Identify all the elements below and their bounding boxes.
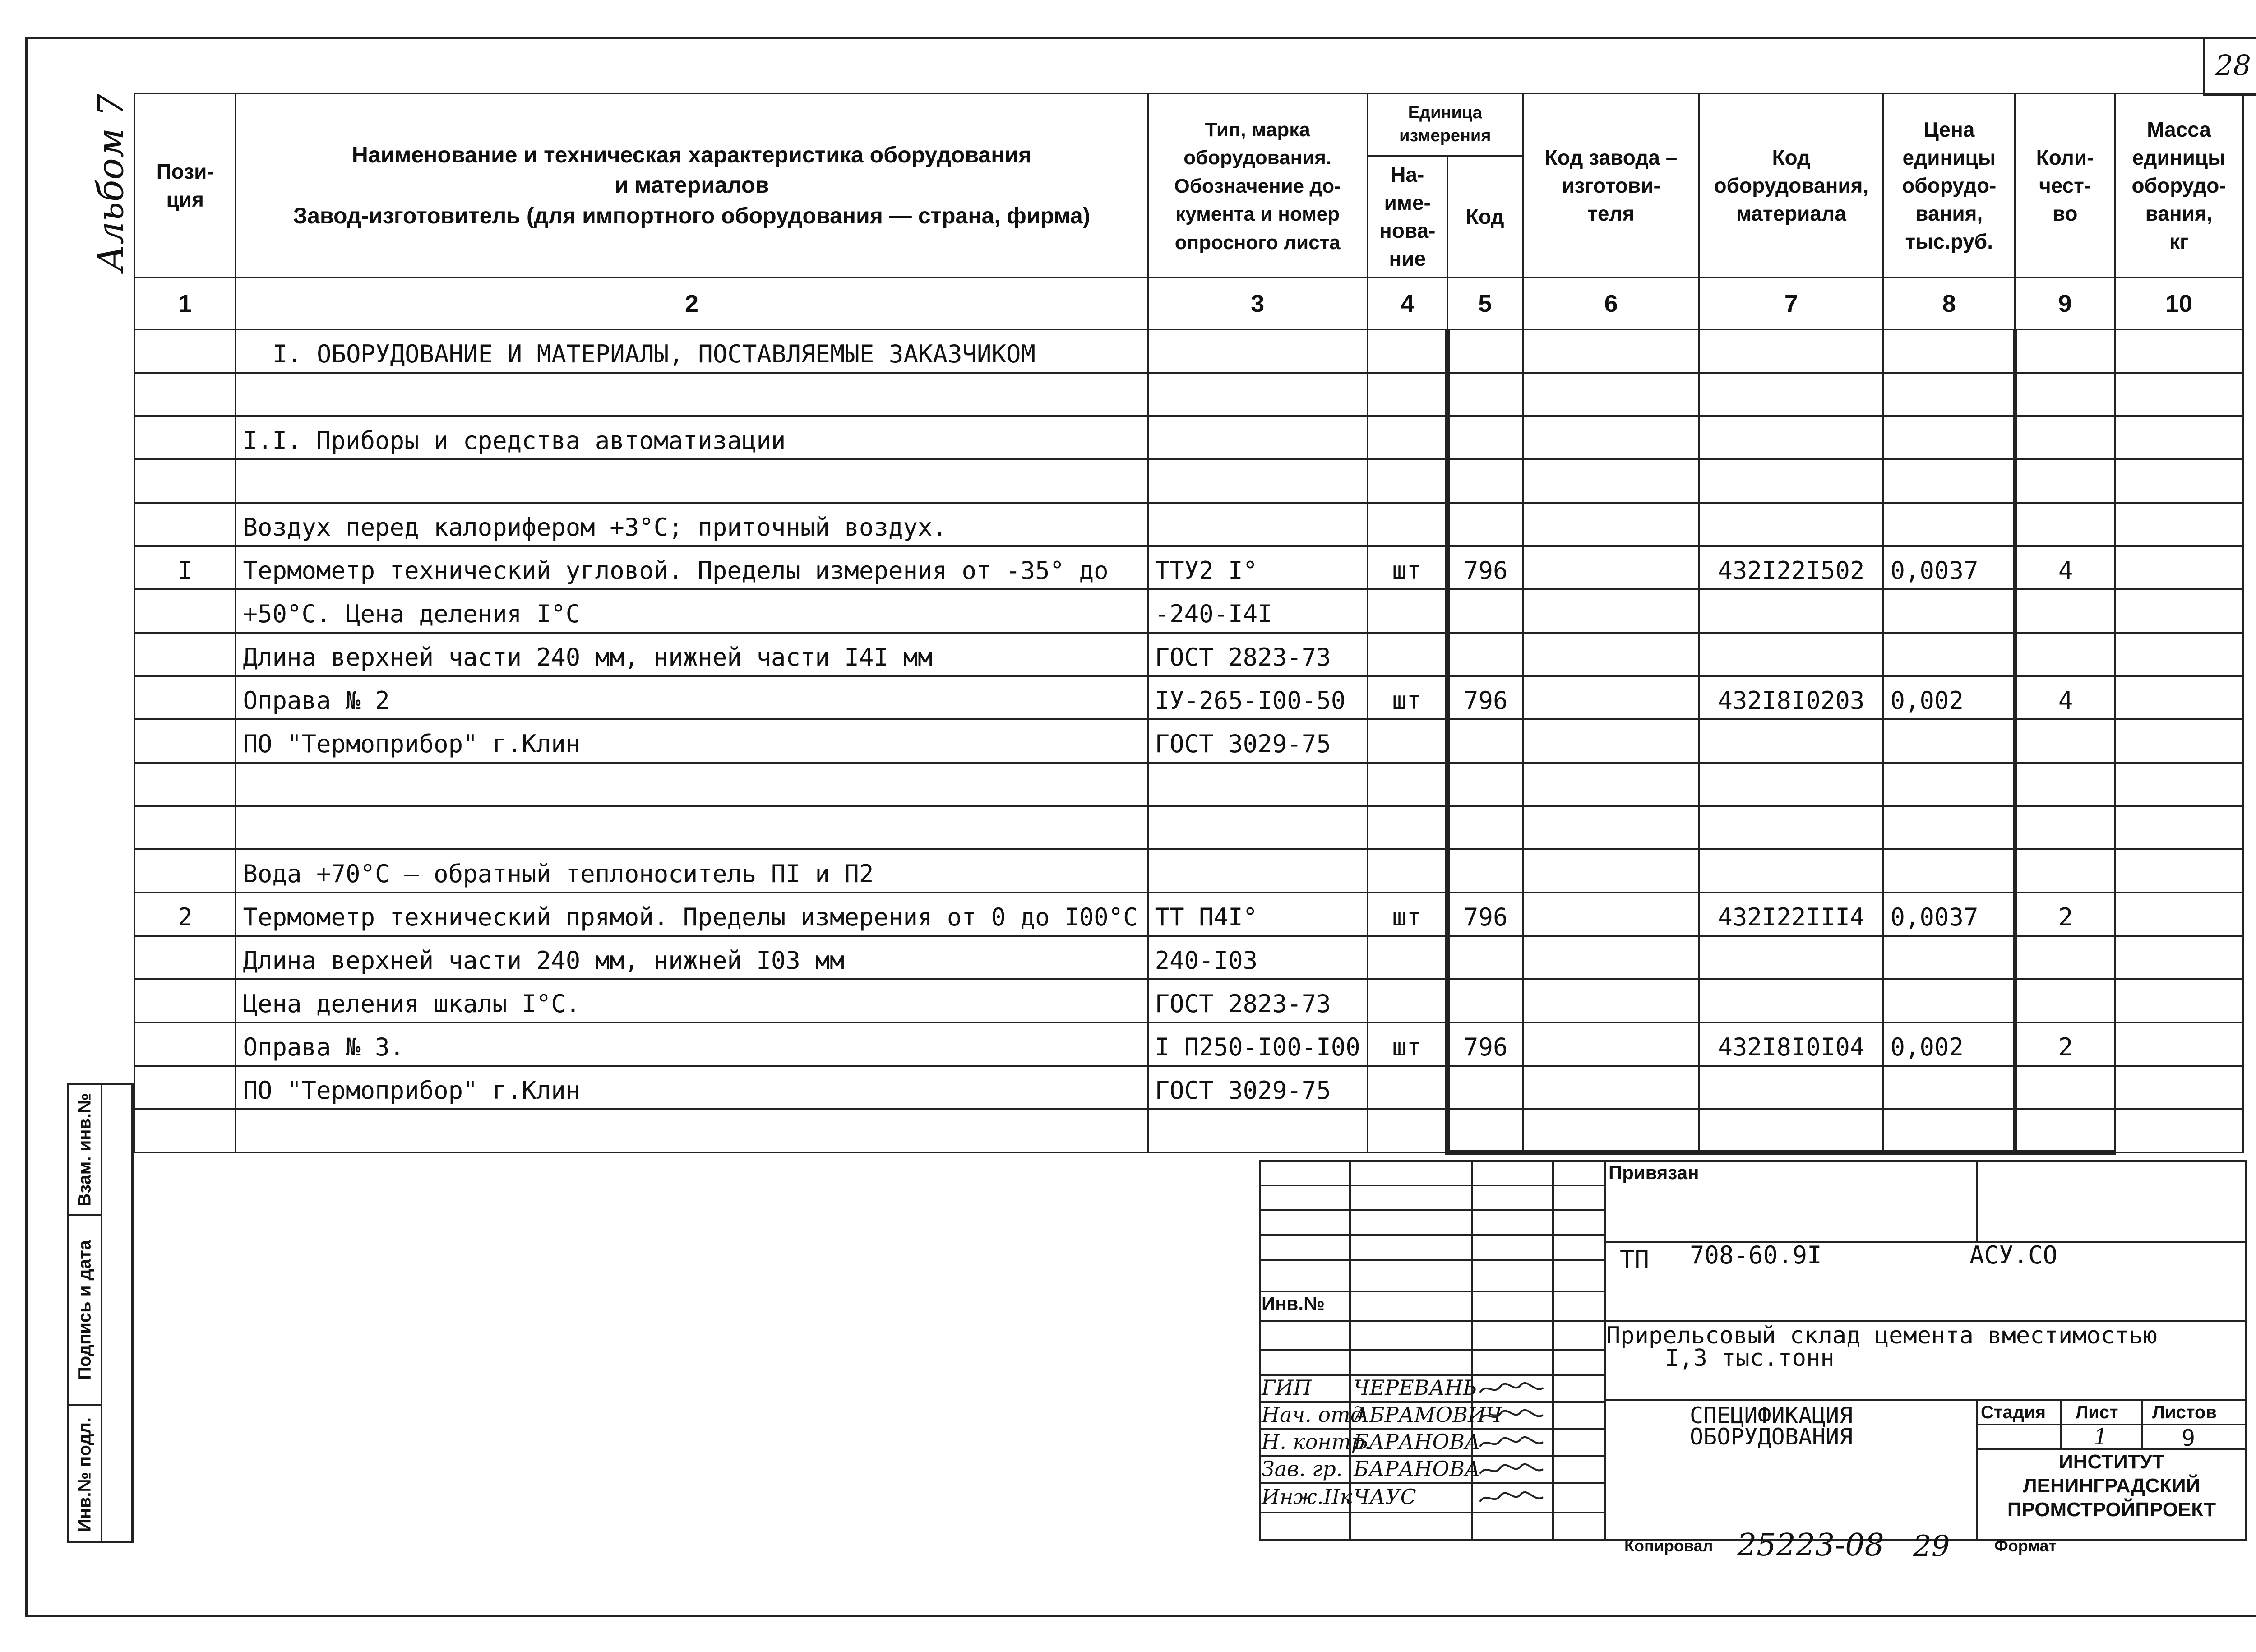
- signer-role: Нач. отд: [1262, 1402, 1364, 1427]
- tb-line: [1259, 1512, 1606, 1513]
- cell-name: Длина верхней части 240 мм, нижней части I4I мм: [236, 633, 1147, 676]
- cell-equip: [1699, 763, 1883, 806]
- cell-price: [1883, 719, 2016, 763]
- cell-price: [1883, 849, 2016, 893]
- table-row: [134, 503, 2243, 546]
- signer-name: АБРАМОВИЧ: [1354, 1402, 1502, 1427]
- cell-unit: [1368, 633, 1447, 676]
- cell-pos: [134, 633, 236, 676]
- cell-qty: [2015, 329, 2115, 373]
- signature-image: [1478, 1380, 1545, 1397]
- signer-name: БАРАНОВА: [1354, 1457, 1480, 1481]
- cell-mass: [2115, 893, 2243, 936]
- cell-type: 240-I03: [1148, 936, 1368, 979]
- cell-type: [1148, 849, 1368, 893]
- stamp-vzam: Взам. инв.№: [69, 1085, 101, 1216]
- cell-pos: [134, 806, 236, 849]
- cell-name: Оправа № 3.: [236, 1023, 1147, 1066]
- cell-type: [1148, 1109, 1368, 1152]
- stage-label: Стадия: [1981, 1402, 2046, 1422]
- format-label: Формат: [1994, 1536, 2057, 1555]
- cell-type: I П250-I00-I00: [1148, 1023, 1368, 1066]
- table-row: [134, 416, 2243, 459]
- cell-code: [1447, 849, 1523, 893]
- col-number: 7: [1699, 278, 1883, 329]
- col-number: 9: [2015, 278, 2115, 329]
- cell-code: [1447, 1109, 1523, 1152]
- cell-type: [1148, 459, 1368, 503]
- header-unit-code: Код: [1447, 156, 1523, 278]
- signature-image: [1478, 1489, 1545, 1506]
- cell-price: [1883, 329, 2016, 373]
- cell-type: ГОСТ 3029-75: [1148, 719, 1368, 763]
- cell-type: [1148, 503, 1368, 546]
- tb-line: [2141, 1399, 2143, 1448]
- cell-unit: [1368, 763, 1447, 806]
- cell-mass: [2115, 936, 2243, 979]
- cell-price: [1883, 1066, 2016, 1109]
- cell-type: [1148, 416, 1368, 459]
- cell-pos: [134, 1023, 236, 1066]
- cell-plant: [1523, 329, 1700, 373]
- cell-equip: [1699, 979, 1883, 1023]
- cell-equip: [1699, 459, 1883, 503]
- cell-pos: [134, 763, 236, 806]
- cell-type: ТТУ2 I°: [1148, 546, 1368, 589]
- cell-name: Воздух перед калорифером +3°C; приточный воздух.: [236, 503, 1147, 546]
- cell-mass: [2115, 416, 2243, 459]
- cell-name: [236, 763, 1147, 806]
- cell-price: 0,002: [1883, 1023, 2016, 1066]
- cell-plant: [1523, 806, 1700, 849]
- col-number: 10: [2115, 278, 2243, 329]
- cell-equip: [1699, 1066, 1883, 1109]
- cell-name: [236, 373, 1147, 416]
- cell-unit: [1368, 459, 1447, 503]
- col-number: 8: [1883, 278, 2016, 329]
- signer-role: Н. контр.: [1262, 1430, 1371, 1454]
- cell-code: [1447, 329, 1523, 373]
- cell-name: I. ОБОРУДОВАНИЕ И МАТЕРИАЛЫ, ПОСТАВЛЯЕМЫЕ ЗАКАЗЧИКОМ: [236, 329, 1147, 373]
- cell-mass: [2115, 329, 2243, 373]
- signer-name: ЧАУС: [1354, 1485, 1416, 1509]
- cell-plant: [1523, 1109, 1700, 1152]
- cell-qty: 4: [2015, 546, 2115, 589]
- table-row: [134, 373, 2243, 416]
- signer-role: Зав. гр.: [1262, 1457, 1343, 1481]
- cell-pos: [134, 329, 236, 373]
- signer-name: БАРАНОВА: [1354, 1430, 1480, 1454]
- cell-type: -240-I4I: [1148, 589, 1368, 633]
- copy-number: 25223-08: [1737, 1527, 1884, 1563]
- cell-plant: [1523, 849, 1700, 893]
- cell-mass: [2115, 849, 2243, 893]
- cell-mass: [2115, 546, 2243, 589]
- signer-name: ЧЕРЕВАНЬ: [1354, 1375, 1477, 1400]
- stamp-inv: Инв.№ подл.: [74, 1417, 95, 1532]
- cell-plant: [1523, 1066, 1700, 1109]
- cell-code: 796: [1447, 893, 1523, 936]
- cell-unit: [1368, 1066, 1447, 1109]
- cell-qty: 2: [2015, 1023, 2115, 1066]
- cell-name: Оправа № 2: [236, 676, 1147, 719]
- cell-pos: [134, 849, 236, 893]
- cell-qty: [2015, 936, 2115, 979]
- cell-price: [1883, 416, 2016, 459]
- cell-qty: [2015, 633, 2115, 676]
- project-code: 708-60.9I: [1690, 1241, 1822, 1269]
- cell-equip: [1699, 589, 1883, 633]
- page-number: 28: [2203, 37, 2256, 96]
- cell-mass: [2115, 589, 2243, 633]
- header-equip-code: Код оборудования, материала: [1699, 93, 1883, 278]
- cell-pos: [134, 676, 236, 719]
- signer-role: ГИП: [1262, 1375, 1312, 1400]
- cell-unit: [1368, 589, 1447, 633]
- cell-unit: шт: [1368, 1023, 1447, 1066]
- cell-code: 796: [1447, 1023, 1523, 1066]
- cell-plant: [1523, 936, 1700, 979]
- cell-price: [1883, 979, 2016, 1023]
- cell-pos: [134, 1066, 236, 1109]
- tb-line: [2060, 1399, 2062, 1448]
- cell-code: 796: [1447, 676, 1523, 719]
- cell-code: [1447, 503, 1523, 546]
- cell-plant: [1523, 546, 1700, 589]
- col-number: 4: [1368, 278, 1447, 329]
- header-qty: Коли- чест- во: [2015, 93, 2115, 278]
- col-number: 3: [1148, 278, 1368, 329]
- table-row: [134, 1023, 2243, 1066]
- cell-price: 0,0037: [1883, 893, 2016, 936]
- institute-1: ИНСТИТУТ: [2059, 1451, 2164, 1473]
- cell-pos: [134, 719, 236, 763]
- cell-unit: [1368, 719, 1447, 763]
- cell-price: 0,002: [1883, 676, 2016, 719]
- tb-line: [1259, 1320, 1606, 1322]
- cell-unit: [1368, 849, 1447, 893]
- cell-equip: [1699, 849, 1883, 893]
- specification-table: [134, 93, 2244, 1155]
- tb-line: [1259, 1209, 1606, 1211]
- cell-qty: [2015, 373, 2115, 416]
- cell-unit: [1368, 1109, 1447, 1152]
- cell-equip: [1699, 329, 1883, 373]
- cell-price: [1883, 1109, 2016, 1152]
- cell-code: [1447, 589, 1523, 633]
- cell-equip: [1699, 719, 1883, 763]
- copy-page: 29: [1913, 1530, 1950, 1563]
- cell-equip: [1699, 1109, 1883, 1152]
- cell-qty: 4: [2015, 676, 2115, 719]
- cell-type: ТТ П4I°: [1148, 893, 1368, 936]
- doc-title-1: СПЕЦИФИКАЦИЯ: [1690, 1402, 1853, 1429]
- table-row: [134, 1066, 2243, 1109]
- cell-name: Термометр технический прямой. Пределы измерения от 0 до I00°C: [236, 893, 1147, 936]
- cell-qty: [2015, 416, 2115, 459]
- cell-mass: [2115, 1066, 2243, 1109]
- cell-plant: [1523, 589, 1700, 633]
- table-row: [134, 806, 2243, 849]
- cell-price: [1883, 459, 2016, 503]
- cell-code: [1447, 1066, 1523, 1109]
- table-row: [134, 763, 2243, 806]
- cell-code: [1447, 416, 1523, 459]
- cell-unit: шт: [1368, 893, 1447, 936]
- project-suffix: АСУ.СО: [1969, 1241, 2058, 1269]
- cell-plant: [1523, 416, 1700, 459]
- cell-qty: 2: [2015, 893, 2115, 936]
- tb-line: [1976, 1160, 1978, 1243]
- cell-pos: 2: [134, 893, 236, 936]
- cell-price: [1883, 373, 2016, 416]
- cell-code: [1447, 633, 1523, 676]
- cell-plant: [1523, 373, 1700, 416]
- tb-line: [1259, 1185, 1606, 1186]
- cell-pos: [134, 416, 236, 459]
- table-row: [134, 849, 2243, 893]
- col-number: 2: [236, 278, 1147, 329]
- copied-label: Копировал: [1624, 1536, 1713, 1555]
- cell-code: [1447, 719, 1523, 763]
- cell-qty: [2015, 1109, 2115, 1152]
- tb-line: [1259, 1259, 1606, 1261]
- left-margin-stamp: [67, 1083, 134, 1543]
- cell-mass: [2115, 676, 2243, 719]
- cell-price: [1883, 633, 2016, 676]
- cell-qty: [2015, 503, 2115, 546]
- header-price: Цена единицы оборудо- вания, тыс.руб.: [1883, 93, 2016, 278]
- cell-equip: [1699, 416, 1883, 459]
- table-row: [134, 676, 2243, 719]
- album-label: Альбом 7: [89, 93, 132, 272]
- header-name: Наименование и техническая характеристика оборудования и материалов Завод-изготовитель (для импортного оборудования — страна, фирма): [236, 93, 1147, 278]
- cell-type: [1148, 806, 1368, 849]
- header-unit-name: На- име- нова- ние: [1368, 156, 1447, 278]
- inv-label: Инв.№: [1262, 1293, 1325, 1314]
- cell-unit: шт: [1368, 676, 1447, 719]
- cell-unit: [1368, 936, 1447, 979]
- cell-plant: [1523, 459, 1700, 503]
- tp-label: ТП: [1620, 1245, 1650, 1274]
- cell-mass: [2115, 503, 2243, 546]
- table-row: [134, 719, 2243, 763]
- header-pos: Пози- ция: [134, 93, 236, 278]
- cell-code: [1447, 979, 1523, 1023]
- cell-name: [236, 806, 1147, 849]
- sheet-label: Лист: [2076, 1402, 2118, 1422]
- cell-unit: [1368, 503, 1447, 546]
- sheets-label: Листов: [2152, 1402, 2217, 1422]
- cell-price: [1883, 589, 2016, 633]
- cell-mass: [2115, 373, 2243, 416]
- signer-role: Инж.IIк: [1262, 1485, 1353, 1509]
- cell-name: [236, 459, 1147, 503]
- cell-mass: [2115, 459, 2243, 503]
- cell-type: ГОСТ 2823-73: [1148, 979, 1368, 1023]
- table-row: [134, 589, 2243, 633]
- cell-price: [1883, 806, 2016, 849]
- tb-line: [1259, 1482, 1606, 1484]
- cell-plant: [1523, 893, 1700, 936]
- cell-price: [1883, 763, 2016, 806]
- cell-pos: [134, 459, 236, 503]
- cell-code: 796: [1447, 546, 1523, 589]
- cell-pos: [134, 979, 236, 1023]
- cell-plant: [1523, 633, 1700, 676]
- cell-equip: 432I8I0I04: [1699, 1023, 1883, 1066]
- cell-unit: [1368, 329, 1447, 373]
- cell-type: IУ-265-I00-50: [1148, 676, 1368, 719]
- cell-name: Длина верхней части 240 мм, нижней I03 мм: [236, 936, 1147, 979]
- cell-qty: [2015, 806, 2115, 849]
- cell-mass: [2115, 763, 2243, 806]
- stamp-divider: [101, 1085, 102, 1541]
- tb-line: [1259, 1349, 1606, 1351]
- cell-type: [1148, 329, 1368, 373]
- signature-image: [1478, 1434, 1545, 1451]
- cell-qty: [2015, 849, 2115, 893]
- table-row: [134, 1109, 2243, 1152]
- cell-type: [1148, 763, 1368, 806]
- cell-name: [236, 1109, 1147, 1152]
- cell-qty: [2015, 719, 2115, 763]
- sheets-count: 9: [2182, 1425, 2196, 1451]
- institute-2: ЛЕНИНГРАДСКИЙ: [2023, 1475, 2201, 1497]
- table-row: [134, 633, 2243, 676]
- cell-price: [1883, 503, 2016, 546]
- cell-equip: [1699, 936, 1883, 979]
- sheet-number: 1: [2094, 1424, 2108, 1450]
- cell-name: +50°C. Цена деления I°C: [236, 589, 1147, 633]
- cell-equip: [1699, 373, 1883, 416]
- cell-pos: [134, 936, 236, 979]
- cell-pos: [134, 1109, 236, 1152]
- header-plant-code: Код завода – изготови- теля: [1523, 93, 1700, 278]
- cell-equip: 432I8I0203: [1699, 676, 1883, 719]
- col-number: 6: [1523, 278, 1700, 329]
- doc-title-2: ОБОРУДОВАНИЯ: [1690, 1424, 1853, 1450]
- table-row: [134, 936, 2243, 979]
- cell-equip: [1699, 503, 1883, 546]
- cell-qty: [2015, 979, 2115, 1023]
- cell-mass: [2115, 633, 2243, 676]
- table-row: [134, 329, 2243, 373]
- cell-type: ГОСТ 2823-73: [1148, 633, 1368, 676]
- cell-code: [1447, 373, 1523, 416]
- cell-mass: [2115, 979, 2243, 1023]
- cell-plant: [1523, 676, 1700, 719]
- cell-pos: [134, 503, 236, 546]
- cell-qty: [2015, 1066, 2115, 1109]
- cell-qty: [2015, 459, 2115, 503]
- table-row: [134, 546, 2243, 589]
- cell-plant: [1523, 719, 1700, 763]
- cell-mass: [2115, 806, 2243, 849]
- cell-name: ПО "Термоприбор" г.Клин: [236, 1066, 1147, 1109]
- cell-qty: [2015, 589, 2115, 633]
- cell-mass: [2115, 1109, 2243, 1152]
- stamp-podpis: Подпись и дата: [69, 1216, 101, 1406]
- tb-line: [1976, 1424, 2247, 1425]
- cell-qty: [2015, 763, 2115, 806]
- signature-image: [1478, 1461, 1545, 1478]
- cell-name: I.I. Приборы и средства автоматизации: [236, 416, 1147, 459]
- cell-unit: [1368, 979, 1447, 1023]
- institute-3: ПРОМСТРОЙПРОЕКТ: [2007, 1499, 2216, 1521]
- cell-unit: [1368, 806, 1447, 849]
- cell-type: ГОСТ 3029-75: [1148, 1066, 1368, 1109]
- cell-price: [1883, 936, 2016, 979]
- tb-line: [1604, 1399, 2247, 1401]
- cell-mass: [2115, 719, 2243, 763]
- cell-equip: 432I22I502: [1699, 546, 1883, 589]
- tb-line: [1259, 1291, 1606, 1292]
- cell-plant: [1523, 763, 1700, 806]
- cell-equip: [1699, 633, 1883, 676]
- table-row: [134, 893, 2243, 936]
- object-name-1: Прирельсовый склад цемента вместимостью: [1606, 1322, 2157, 1349]
- cell-unit: [1368, 416, 1447, 459]
- cell-equip: 432I22III4: [1699, 893, 1883, 936]
- cell-pos: [134, 373, 236, 416]
- column-numbers-row: [134, 278, 2243, 329]
- cell-name: ПО "Термоприбор" г.Клин: [236, 719, 1147, 763]
- header-type: Тип, марка оборудования. Обозначение до- кумента и номер опросного листа: [1148, 93, 1368, 278]
- privyazan-label: Привязан: [1609, 1162, 1699, 1183]
- cell-pos: [134, 589, 236, 633]
- table-row: [134, 459, 2243, 503]
- table-row: [134, 979, 2243, 1023]
- tb-line: [1976, 1448, 2247, 1450]
- cell-type: [1148, 373, 1368, 416]
- col-number: 5: [1447, 278, 1523, 329]
- cell-code: [1447, 763, 1523, 806]
- object-name-2: I,3 тыс.тонн: [1665, 1345, 1835, 1372]
- cell-pos: I: [134, 546, 236, 589]
- tb-line: [1259, 1234, 1606, 1236]
- signature-image: [1478, 1407, 1545, 1424]
- cell-unit: [1368, 373, 1447, 416]
- cell-name: Термометр технический угловой. Пределы измерения от -35° до: [236, 546, 1147, 589]
- cell-unit: шт: [1368, 546, 1447, 589]
- cell-equip: [1699, 806, 1883, 849]
- cell-price: 0,0037: [1883, 546, 2016, 589]
- cell-plant: [1523, 979, 1700, 1023]
- header-unit: Единица измерения: [1368, 93, 1523, 156]
- cell-plant: [1523, 503, 1700, 546]
- cell-code: [1447, 806, 1523, 849]
- cell-code: [1447, 459, 1523, 503]
- header-mass: Масса единицы оборудо- вания, кг: [2115, 93, 2243, 278]
- cell-name: Цена деления шкалы I°C.: [236, 979, 1147, 1023]
- cell-mass: [2115, 1023, 2243, 1066]
- col-number: 1: [134, 278, 236, 329]
- cell-plant: [1523, 1023, 1700, 1066]
- cell-name: Вода +70°C – обратный теплоноситель ПI и П2: [236, 849, 1147, 893]
- cell-code: [1447, 936, 1523, 979]
